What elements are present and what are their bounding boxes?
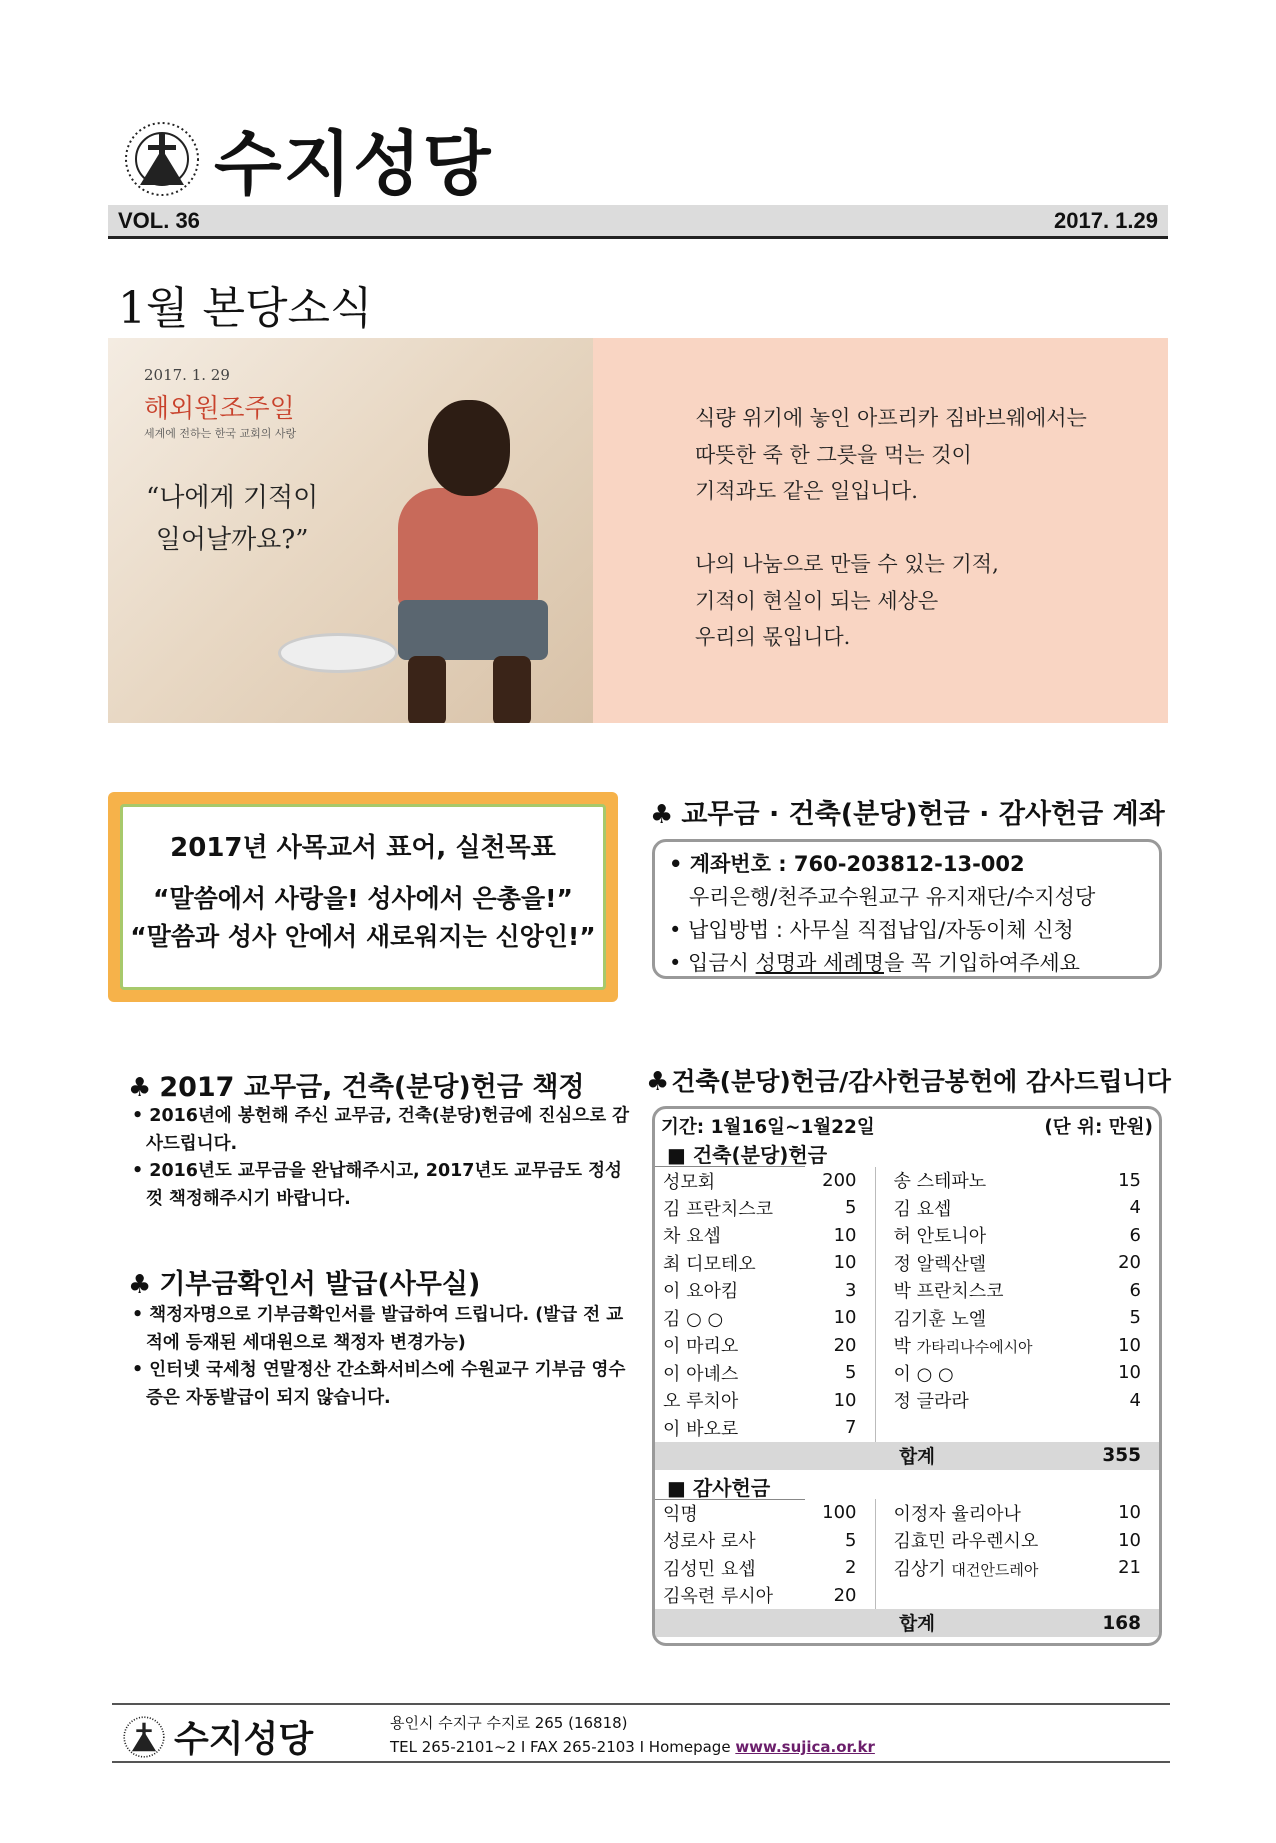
donation-row (655, 1304, 1159, 1332)
volume-number: VOL. 36 (118, 207, 200, 233)
homepage-link[interactable]: www.sujica.or.kr (735, 1738, 875, 1756)
footer-contact: TEL 265-2101~2 I FAX 265-2103 I Homepage (390, 1738, 736, 1756)
account-note-underlined: 성명과 세례명 (755, 951, 885, 975)
gratitude-total: 168 (1102, 1612, 1141, 1634)
donor-name: 정 글라라 (893, 1391, 969, 1413)
building-fund-total: 355 (1102, 1445, 1141, 1466)
volume-bar (108, 205, 1168, 239)
donation-amount: 3 (805, 1277, 875, 1305)
account-heading (650, 792, 1165, 831)
footer (112, 1703, 1170, 1763)
donation-amount: 200 (805, 1167, 875, 1195)
donor-baptismal-name: 대건안드레아 (951, 1560, 1039, 1579)
account-bank: 우리은행/천주교수원교구 유지재단/수지성당 (689, 885, 1096, 909)
budget-note: • 2016년에 봉헌해 주신 교무금, 건축(분당)헌금에 진심으로 감사드립니다. (132, 1106, 630, 1154)
donor-name: 정 알렉산델 (893, 1253, 987, 1275)
banner-line: 우리의 몫입니다. (695, 625, 851, 649)
donor-name: 이정자 율리아나 (893, 1503, 1021, 1525)
gratitude-label: ■ 감사헌금 (667, 1475, 771, 1500)
account-note-suffix: 을 꼭 기입하여주세요 (884, 951, 1080, 975)
banner-line: 나의 나눔으로 만들 수 있는 기적, (695, 552, 999, 576)
thanks-heading (646, 1062, 1171, 1098)
donation-amount: 5 (1129, 1307, 1141, 1329)
budget-heading-text: 2017 교무금, 건축(분당)헌금 책정 (159, 1072, 585, 1103)
account-note-prefix: • 입금시 (669, 951, 756, 975)
banner-line (695, 510, 1087, 547)
donor-name: 성로사 로사 (663, 1531, 756, 1553)
donor-name: 송 스테파노 (893, 1171, 987, 1193)
donation-amount: 10 (1118, 1502, 1141, 1524)
donation-row (655, 1359, 1159, 1387)
footer-logo-text: 수지성당 (174, 1719, 314, 1760)
donation-unit: (단 위: 만원) (1044, 1117, 1153, 1138)
banner-photo (108, 338, 593, 723)
child-figure-leg (408, 656, 446, 723)
donation-amount: 21 (1118, 1557, 1141, 1579)
account-heading-text: 교무금 · 건축(분당)헌금 · 감사헌금 계좌 (681, 799, 1165, 830)
donor-surname: 김상기 (893, 1558, 952, 1580)
donor-name: 김효민 라우렌시오 (893, 1531, 1039, 1553)
donor-name (875, 1554, 1075, 1582)
photo-quote-line: “나에게 기적이 (146, 483, 319, 513)
donor-name: 이 마리오 (663, 1336, 739, 1358)
donation-amount: 15 (1118, 1169, 1141, 1191)
header-logo-text: 수지성당 (214, 123, 493, 205)
thanks-heading-text: 건축(분당)헌금/감사헌금봉헌에 감사드립니다 (671, 1067, 1171, 1096)
child-figure-leg (493, 656, 531, 723)
account-method: • 납입방법 : 사무실 직접납입/자동이체 신청 (669, 918, 1074, 942)
banner-line: 식량 위기에 놓인 아프리카 짐바브웨에서는 (695, 406, 1087, 430)
donation-list-box (652, 1106, 1162, 1646)
account-number-line (669, 848, 1145, 881)
donation-amount: 10 (805, 1387, 875, 1415)
photo-date: 2017. 1. 29 (144, 366, 230, 384)
donor-name: 성모회 (655, 1167, 805, 1195)
photo-quote-line: 일어날까요?” (155, 524, 309, 555)
gratitude-total-row (655, 1609, 1159, 1637)
donation-amount: 20 (805, 1582, 875, 1610)
banner-line: 기적과도 같은 일입니다. (695, 479, 918, 503)
receipt-heading-text: 기부금확인서 발급(사무실) (159, 1269, 481, 1300)
donation-amount: 7 (805, 1414, 875, 1442)
issue-date: 2017. 1.29 (1054, 207, 1158, 233)
donation-amount: 5 (805, 1194, 875, 1222)
page-title: 1월 본당소식 (118, 283, 373, 334)
motto-line: “말씀에서 사랑을! 성사에서 은총을!” (153, 884, 573, 913)
footer-address: 용인시 수지구 수지로 265 (16818) (390, 1714, 628, 1732)
donor-surname: 박 (893, 1336, 917, 1358)
building-fund-total-label: 합계 (899, 1446, 935, 1468)
donor-name: 이 아녜스 (663, 1363, 739, 1385)
child-figure-body (398, 488, 538, 608)
donation-row (655, 1194, 1159, 1222)
donation-row (655, 1554, 1159, 1582)
donation-amount: 10 (1118, 1334, 1141, 1356)
receipt-heading (128, 1262, 480, 1301)
footer-address-block (390, 1711, 875, 1759)
donation-amount: 5 (805, 1527, 875, 1555)
donor-name (875, 1332, 1075, 1360)
donor-name: 오 루치아 (663, 1391, 739, 1413)
donor-name: 김기훈 노엘 (893, 1308, 987, 1330)
banner-line: 기적이 현실이 되는 세상은 (695, 588, 939, 613)
motto-inner (120, 804, 606, 990)
donation-row (655, 1414, 1159, 1442)
donor-name: 이 ○ ○ (893, 1363, 954, 1385)
donation-amount: 10 (805, 1222, 875, 1250)
donation-row (655, 1277, 1159, 1305)
footer-contact-line (390, 1735, 875, 1759)
donation-amount: 100 (805, 1499, 875, 1527)
donation-amount: 4 (1129, 1197, 1141, 1219)
header-logo (122, 108, 492, 209)
account-number: 760-203812-13-002 (793, 852, 1025, 876)
donor-name: 김 ○ ○ (663, 1308, 724, 1330)
banner-line: 따뜻한 죽 한 그릇을 먹는 것이 (695, 442, 972, 467)
building-fund-label: ■ 건축(분당)헌금 (667, 1143, 828, 1167)
account-info-box (652, 839, 1162, 979)
receipt-note: • 인터넷 국세청 연말정산 간소화서비스에 수원교구 기부금 영수증은 자동발급이 되지 않습니다. (132, 1360, 626, 1408)
donor-name: 이 요아킴 (663, 1281, 739, 1303)
gratitude-table (655, 1499, 1159, 1610)
donation-amount: 10 (1118, 1529, 1141, 1551)
donor-name: 차 요셉 (663, 1226, 721, 1248)
footer-logo (122, 1711, 313, 1762)
donor-name: 허 안토니아 (893, 1226, 987, 1248)
donor-name (875, 1582, 1075, 1610)
overseas-aid-banner (108, 338, 1168, 723)
receipt-notes (128, 1302, 638, 1412)
donor-name: 김 프란치스코 (663, 1198, 774, 1220)
gratitude-total-label: 합계 (899, 1614, 935, 1635)
club-icon: ♣ (650, 800, 674, 830)
donation-amount: 20 (1118, 1252, 1141, 1274)
donor-name: 익명 (655, 1499, 805, 1527)
donation-amount (1075, 1582, 1159, 1610)
account-note (669, 947, 1145, 980)
account-number-label: • 계좌번호 : (669, 852, 794, 876)
church-logo-icon (122, 1715, 166, 1759)
pastoral-motto-box (108, 792, 618, 1002)
donor-name: 이 바오로 (663, 1418, 739, 1440)
donation-amount: 10 (805, 1249, 875, 1277)
donation-amount: 5 (805, 1359, 875, 1387)
photo-quote (146, 478, 318, 561)
club-icon: ♣ (128, 1270, 152, 1300)
photo-subtitle: 세계에 전하는 한국 교회의 사랑 (144, 427, 297, 440)
donor-name: 박 프란치스코 (893, 1281, 1004, 1303)
donation-amount: 4 (1129, 1389, 1141, 1411)
donor-name: 김성민 요셉 (663, 1558, 756, 1580)
donation-row (655, 1167, 1159, 1195)
motto-line: “말씀과 성사 안에서 새로워지는 신앙인!” (130, 922, 596, 951)
donation-row (655, 1249, 1159, 1277)
donation-row (655, 1527, 1159, 1555)
donation-row (655, 1499, 1159, 1527)
donor-name: 김옥련 루시아 (663, 1586, 774, 1608)
banner-text (695, 400, 1087, 656)
donation-row (655, 1332, 1159, 1360)
donation-period: 기간: 1월16일~1월22일 (661, 1117, 875, 1138)
donor-baptismal-name: 가타리나수에시아 (916, 1338, 1033, 1357)
donation-amount (1075, 1414, 1159, 1442)
receipt-note: • 책정자명으로 기부금확인서를 발급하여 드립니다. (발급 전 교적에 등재된 세대원으로 책정자 변경가능) (132, 1305, 624, 1353)
budget-heading (128, 1065, 585, 1104)
budget-notes (128, 1103, 638, 1213)
club-icon: ♣ (128, 1073, 152, 1103)
donation-row (655, 1582, 1159, 1610)
donation-amount: 20 (805, 1332, 875, 1360)
donation-amount: 10 (1118, 1362, 1141, 1384)
building-fund-total-row (655, 1442, 1159, 1470)
donor-name (875, 1414, 1075, 1442)
church-logo-icon (122, 119, 202, 199)
motto-title: 2017년 사목교서 표어, 실천목표 (170, 833, 556, 863)
photo-title: 해외원조주일 (144, 394, 295, 424)
donation-amount: 6 (1129, 1279, 1141, 1301)
donation-amount: 6 (1129, 1224, 1141, 1246)
child-figure-head (428, 400, 510, 496)
donation-period-row (655, 1109, 1159, 1139)
budget-note: • 2016년도 교무금을 완납해주시고, 2017년도 교무금도 정성껏 책정해주시기 바랍니다. (132, 1161, 622, 1209)
food-plate-shape (278, 633, 398, 673)
building-fund-table (655, 1166, 1159, 1442)
child-figure-skirt (398, 600, 548, 660)
club-icon: ♣ (646, 1067, 670, 1097)
donation-amount: 10 (805, 1304, 875, 1332)
donor-name: 김 요셉 (893, 1198, 952, 1220)
donor-name: 최 디모테오 (663, 1253, 756, 1275)
donation-row (655, 1387, 1159, 1415)
donation-amount: 2 (805, 1554, 875, 1582)
donation-row (655, 1222, 1159, 1250)
